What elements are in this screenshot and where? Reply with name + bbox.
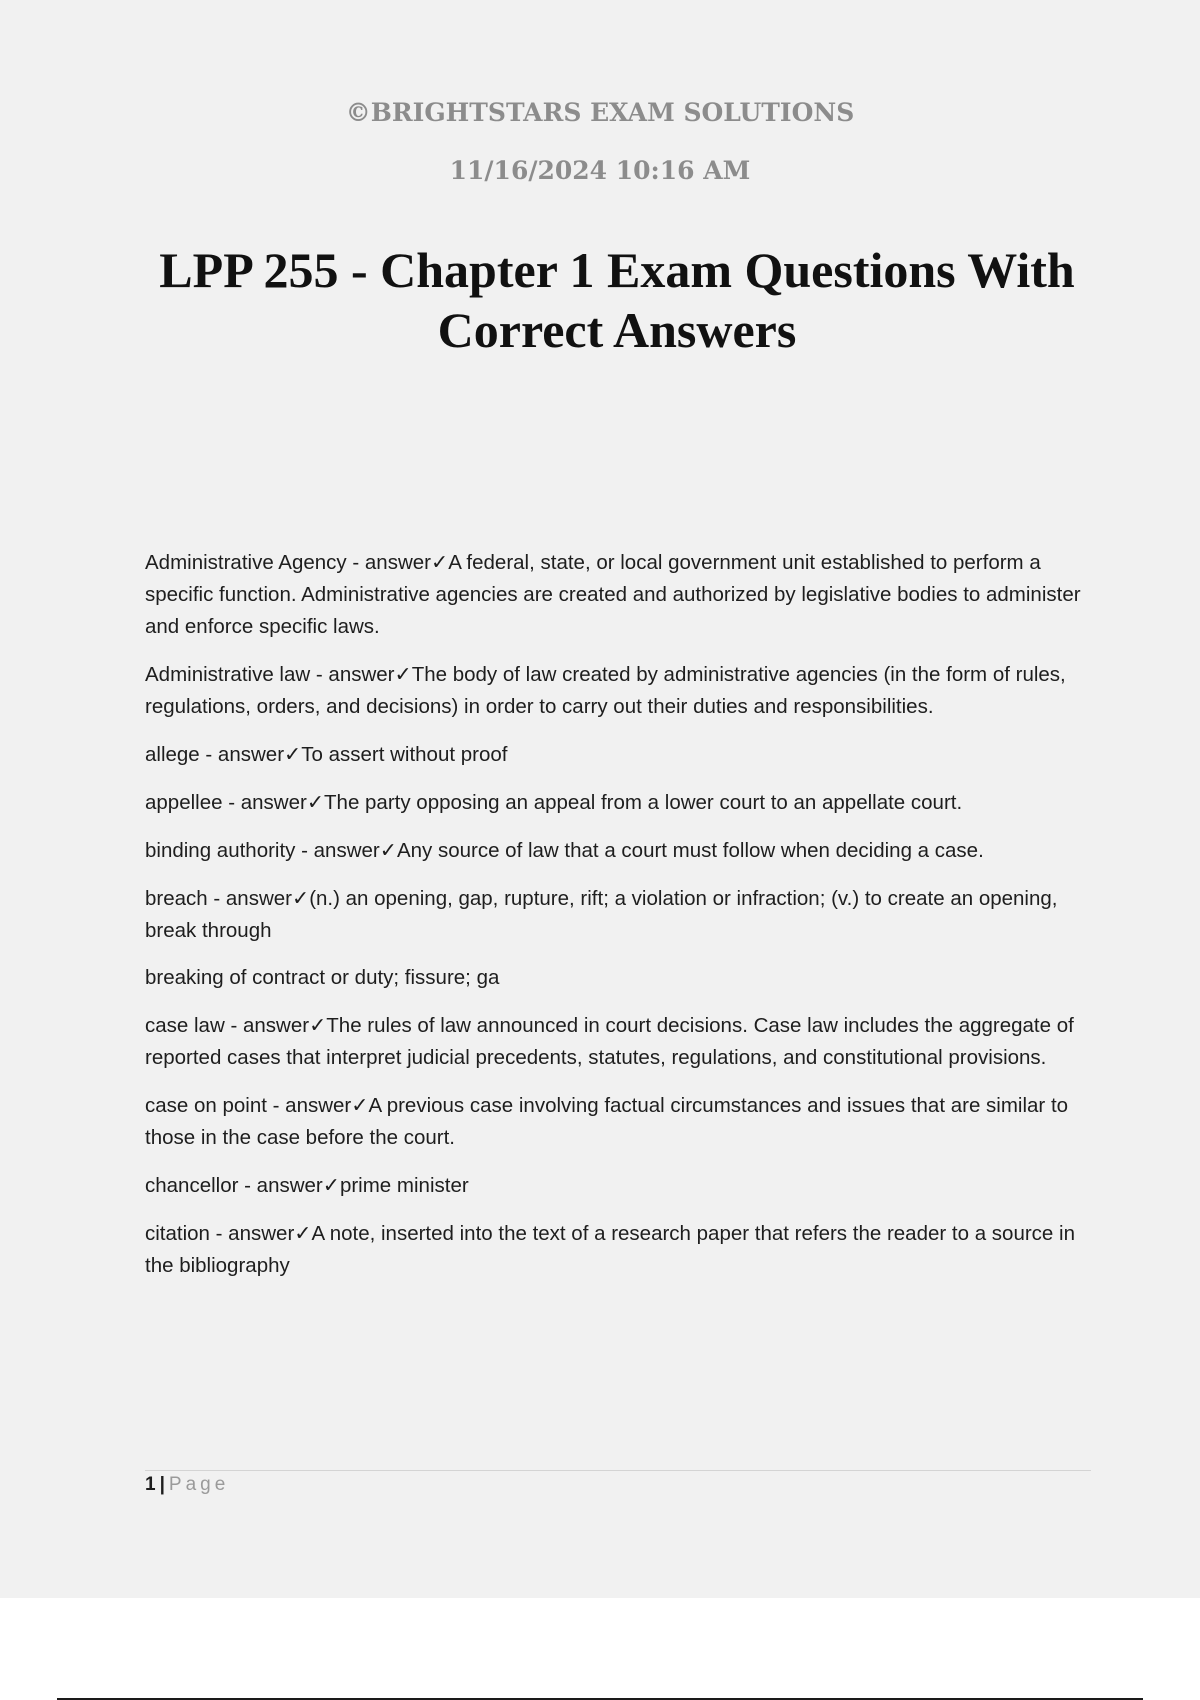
- entry-answer: A note, inserted into the text of a research paper that refers the reader to a source in the bibliography: [145, 1222, 1075, 1277]
- checkmark-icon: ✓: [284, 742, 302, 766]
- entry-term: case on point: [145, 1094, 267, 1117]
- entry-separator: - answer: [295, 839, 380, 862]
- entry-term: chancellor: [145, 1174, 239, 1197]
- qa-entry: [145, 738, 1085, 771]
- entry-term: citation: [145, 1222, 210, 1245]
- qa-entry: [145, 1169, 1085, 1202]
- entry-separator: - answer: [222, 791, 307, 814]
- entry-answer: The party opposing an appeal from a lower court to an appellate court.: [324, 791, 963, 814]
- checkmark-icon: ✓: [379, 838, 397, 862]
- entry-separator: - answer: [199, 743, 285, 766]
- checkmark-icon: ✓: [294, 1221, 312, 1245]
- entry-answer: The rules of law announced in court decisions. Case law includes the aggregate of reported cases that interpret judicial precedents, statutes, regulations, and constitutional provisions.: [145, 1014, 1074, 1069]
- document-title: LPP 255 - Chapter 1 Exam Questions With Correct Answers: [159, 242, 1075, 358]
- entry-term: Administrative law: [145, 663, 311, 686]
- entry-answer: A federal, state, or local government unit established to perform a specific function. Administrative agencies are created and authorized by legislative bodies to administer and enforce specific laws.: [145, 551, 1081, 638]
- qa-entry: [145, 1089, 1085, 1154]
- page-number: 1: [145, 1474, 156, 1495]
- entry-answer: (n.) an opening, gap, rupture, rift; a violation or infraction; (v.) to create an opening, break through: [145, 887, 1058, 942]
- checkmark-icon: ✓: [292, 886, 310, 910]
- checkmark-icon: ✓: [431, 550, 449, 574]
- entry-answer: The body of law created by administrative agencies (in the form of rules, regulations, orders, and decisions) in order to carry out their duties and responsibilities.: [145, 663, 1066, 718]
- timestamp-header: 11/16/2024 10:16 AM: [449, 156, 751, 185]
- checkmark-icon: ✓: [309, 1013, 327, 1037]
- footer-divider: [145, 1470, 1091, 1471]
- entry-separator: - answer: [266, 1094, 352, 1117]
- entry-separator: - answer: [209, 1222, 295, 1245]
- qa-entry-list: [145, 546, 1085, 1297]
- entry-separator: - answer: [310, 663, 395, 686]
- qa-entry: [145, 1009, 1085, 1074]
- qa-entry: [145, 786, 1085, 819]
- entry-term: breach: [145, 887, 208, 910]
- page-footer: [145, 1474, 229, 1496]
- entry-answer: Any source of law that a court must follow when deciding a case.: [396, 839, 984, 862]
- checkmark-icon: ✓: [306, 790, 325, 814]
- entry-answer: To assert without proof: [301, 743, 508, 766]
- qa-entry: [145, 834, 1085, 867]
- entry-separator: - answer: [346, 551, 431, 574]
- qa-entry: [145, 882, 1085, 947]
- qa-entry: [145, 658, 1085, 723]
- footer-separator: |: [159, 1474, 165, 1495]
- entry-term: binding authority: [145, 839, 296, 862]
- copyright-header: ©BRIGHTSTARS EXAM SOLUTIONS: [345, 98, 855, 127]
- checkmark-icon: ✓: [394, 662, 412, 686]
- entry-separator: - answer: [238, 1174, 323, 1197]
- checkmark-icon: ✓: [322, 1173, 340, 1197]
- qa-entry: [145, 1217, 1085, 1282]
- page-label: Page: [168, 1474, 230, 1495]
- entry-term: case law: [145, 1014, 225, 1037]
- checkmark-icon: ✓: [351, 1093, 369, 1117]
- entry-term: Administrative Agency: [145, 551, 347, 574]
- entry-answer: prime minister: [339, 1174, 469, 1197]
- qa-entry-continuation: breaking of contract or duty; fissure; ga: [145, 966, 500, 989]
- entry-separator: - answer: [207, 887, 292, 910]
- entry-answer: A previous case involving factual circumstances and issues that are similar to those in the case before the court.: [145, 1094, 1069, 1149]
- entry-separator: - answer: [224, 1014, 310, 1037]
- qa-entry: [145, 546, 1085, 643]
- entry-term: appellee: [145, 791, 223, 814]
- entry-term: allege: [145, 743, 200, 766]
